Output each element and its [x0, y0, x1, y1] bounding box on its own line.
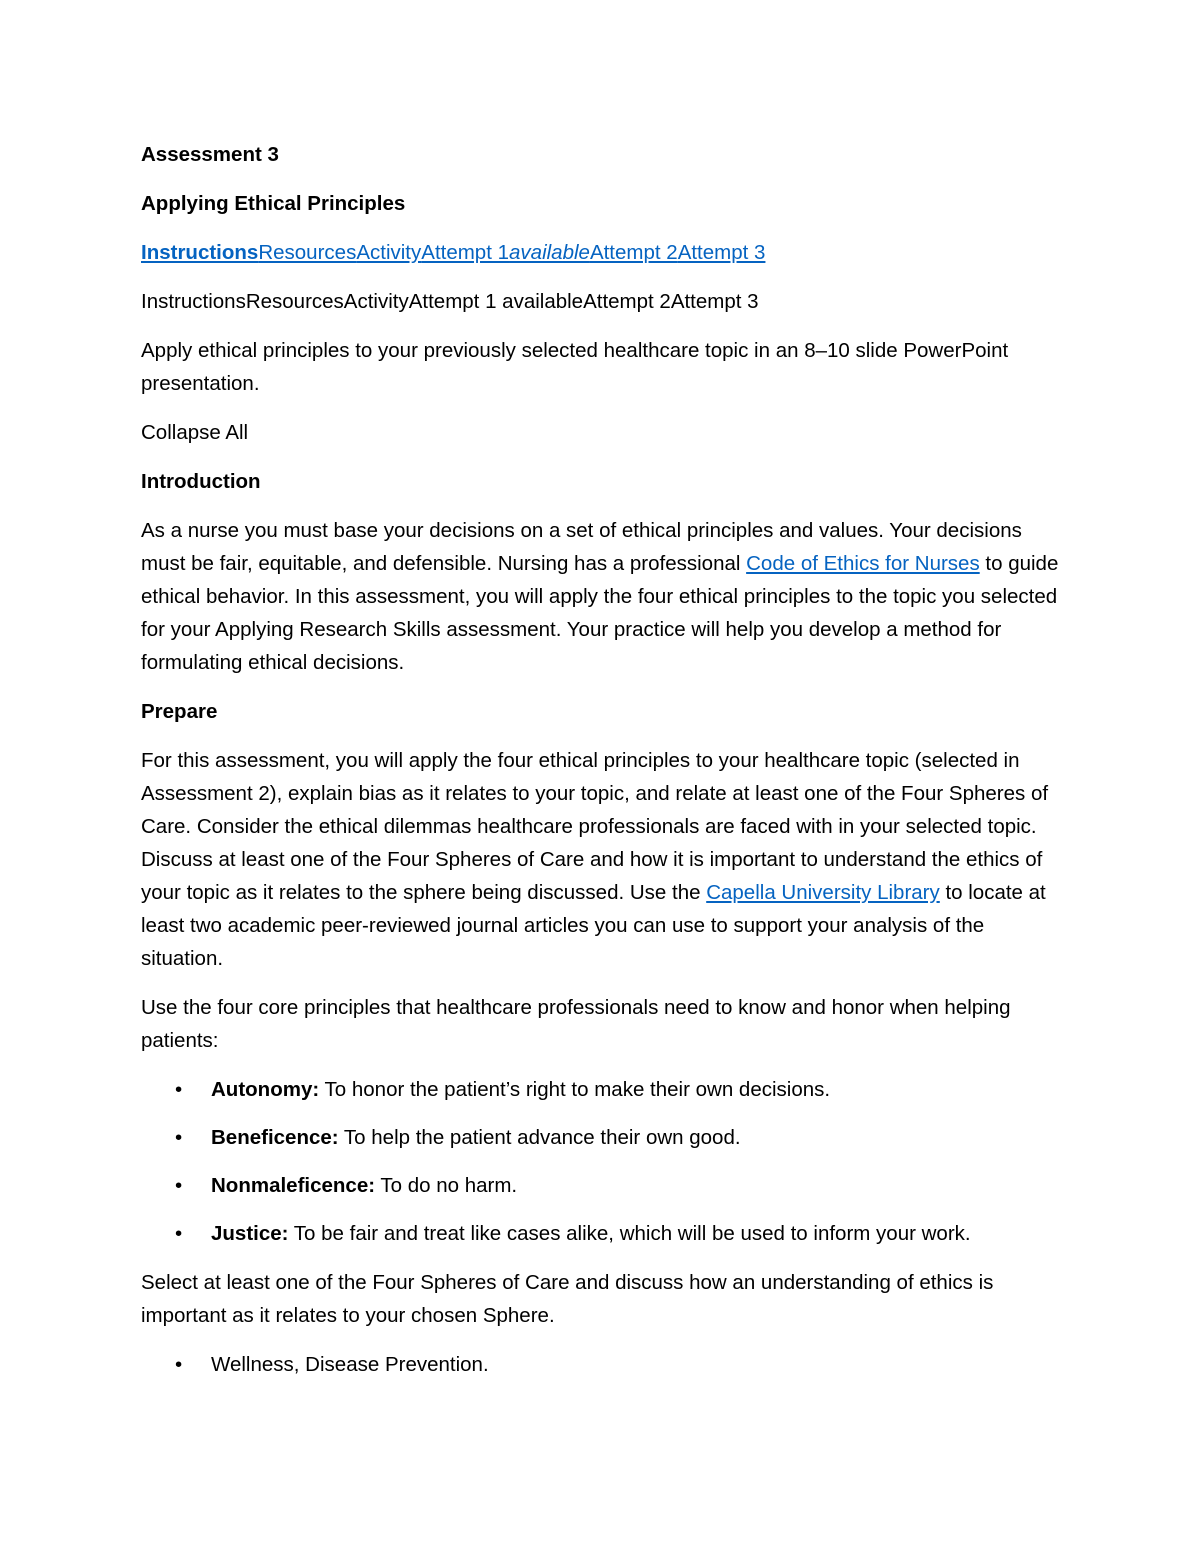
tab-resources-link[interactable]: Resources: [258, 241, 357, 264]
list-item: [141, 1169, 1061, 1202]
tabs-plain-text: InstructionsResourcesActivityAttempt 1 availableAttempt 2Attempt 3: [141, 290, 759, 313]
principle-desc: To be fair and treat like cases alike, which will be used to inform your work.: [288, 1222, 971, 1245]
bullet-icon: •: [175, 1222, 183, 1245]
introduction-paragraph: [141, 514, 1061, 679]
bullet-icon: •: [175, 1078, 183, 1101]
prepare-text-after: to locate at least two academic peer-reviewed journal articles you can use to support your analysis of the situation.: [141, 881, 1046, 970]
intro-text-before: As a nurse you must base your decisions on a set of ethical principles and values. Your decisions must be fair, equitable, and defensible. Nursing has a professional: [141, 519, 1022, 575]
bullet-icon: •: [175, 1353, 183, 1376]
capella-library-link[interactable]: Capella University Library: [706, 881, 940, 904]
spheres-list: [141, 1348, 1061, 1381]
sphere-text: Wellness, Disease Prevention.: [211, 1353, 489, 1376]
principle-desc: To honor the patient’s right to make their own decisions.: [319, 1078, 831, 1101]
code-of-ethics-link[interactable]: Code of Ethics for Nurses: [746, 552, 980, 575]
tab-activity-link[interactable]: Activity: [356, 241, 422, 264]
list-item: [141, 1073, 1061, 1106]
principle-term: Justice:: [211, 1222, 289, 1245]
spheres-intro: Select at least one of the Four Spheres of Care and discuss how an understanding of ethics is important as it relates to your chosen Sphere.: [141, 1271, 994, 1327]
prepare-heading: Prepare: [141, 700, 218, 723]
list-item: [141, 1348, 1061, 1381]
prepare-text-before: For this assessment, you will apply the four ethical principles to your healthcare topic (selected in Assessment 2), explain bias as it relates to your topic, and relate at least one of the Four Spheres of Care. Consider the ethical dilemmas healthcare professionals are faced with in your selected topic. Discuss at least one of the Four Spheres of Care and how it is important to understand the ethics of your topic as it relates to the sphere being discussed. Use the: [141, 749, 1049, 904]
collapse-all-text: Collapse All: [141, 421, 249, 444]
principle-desc: To help the patient advance their own good.: [338, 1126, 741, 1149]
tab-attempt1-link[interactable]: Attempt 1: [421, 241, 510, 264]
available-label: available: [509, 241, 590, 264]
prepare-paragraph: [141, 744, 1061, 975]
document-page: [141, 138, 1061, 1397]
page-subtitle: Applying Ethical Principles: [141, 192, 406, 215]
tabs-link-line: [141, 236, 1061, 269]
principle-term: Beneficence:: [211, 1126, 339, 1149]
assessment-summary: Apply ethical principles to your previously selected healthcare topic in an 8–10 slide PowerPoint presentation.: [141, 339, 1009, 395]
list-item: [141, 1121, 1061, 1154]
principle-term: Autonomy:: [211, 1078, 320, 1101]
principle-term: Nonmaleficence:: [211, 1174, 376, 1197]
intro-text-after: to guide ethical behavior. In this assessment, you will apply the four ethical principles to the topic you selected for your Applying Research Skills assessment. Your practice will help you develop a method for formulating ethical decisions.: [141, 552, 1059, 674]
principles-intro: Use the four core principles that healthcare professionals need to know and honor when helping patients:: [141, 996, 1011, 1052]
tabs-hyperlink[interactable]: [141, 241, 765, 264]
page-title: Assessment 3: [141, 143, 279, 166]
tab-attempt3-link[interactable]: Attempt 3: [677, 241, 766, 264]
tab-instructions-link[interactable]: Instructions: [141, 241, 259, 264]
principles-list: [141, 1073, 1061, 1250]
principle-desc: To do no harm.: [375, 1174, 518, 1197]
list-item: [141, 1217, 1061, 1250]
bullet-icon: •: [175, 1174, 183, 1197]
introduction-heading: Introduction: [141, 470, 261, 493]
tab-attempt2-link[interactable]: Attempt 2: [589, 241, 678, 264]
bullet-icon: •: [175, 1126, 183, 1149]
